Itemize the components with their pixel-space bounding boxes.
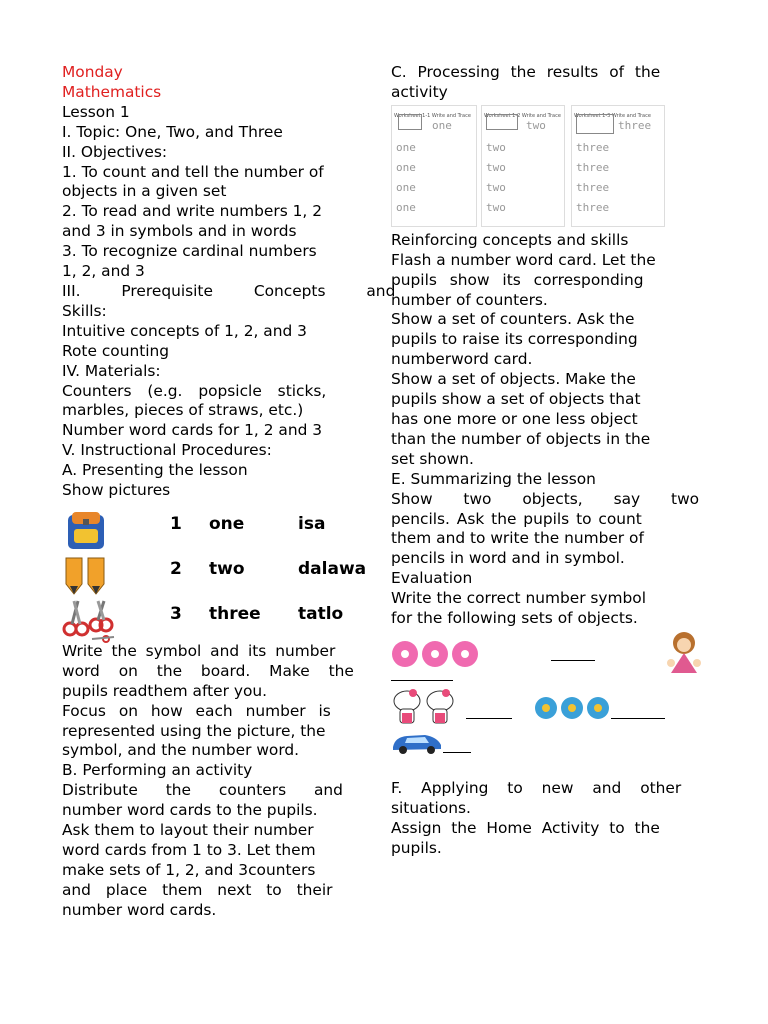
objects-instruction-2: pupils show a set of objects that (391, 390, 641, 409)
objective-1-cont: objects in a given set (62, 182, 227, 201)
objective-1: 1. To count and tell the number of (62, 162, 324, 181)
distribute-instruction-6: and place them next to their (62, 880, 333, 899)
trace-word: one (396, 160, 416, 174)
number-row-1 (62, 507, 377, 552)
section-c-heading: C. Processing the results of the (391, 63, 661, 81)
summarize-instruction-3: them and to write the number of (391, 529, 644, 548)
section-e-heading: E. Summarizing the lesson (391, 469, 596, 488)
worksheet-header: Worksheet 1-2 Write and Trace (484, 112, 561, 119)
filipino-word: tatlo (298, 603, 344, 624)
objective-3-cont: 1, 2, and 3 (62, 262, 145, 281)
scissors-icon (62, 599, 112, 639)
worksheet-header: Worksheet 1-1 Write and Trace (394, 112, 471, 119)
trace-word: three (576, 180, 610, 194)
objects-instruction: Show a set of objects. Make the (391, 370, 636, 389)
number-word: two (209, 558, 245, 579)
section-f-heading-cont: situations. (391, 798, 471, 817)
worksheet-two (481, 105, 565, 227)
objective-2-cont: and 3 in symbols and in words (62, 222, 297, 241)
materials-heading: IV. Materials: (62, 361, 161, 380)
picture-box (398, 114, 422, 130)
summarize-instruction-4: pencils in word and in symbol. (391, 549, 625, 568)
section-f-heading: F. Applying to new and other (391, 778, 682, 797)
trace-word: two (486, 160, 506, 174)
trace-word: one (396, 180, 416, 194)
objective-3: 3. To recognize cardinal numbers (62, 242, 317, 261)
number-row-3 (62, 597, 377, 642)
show-set-instruction-end: numberword card. (391, 350, 533, 369)
assign-instruction-cont: pupils. (391, 838, 442, 857)
worksheet-three (571, 105, 665, 227)
pink-flowers-icon (391, 639, 481, 669)
focus-instruction-cont: represented using the picture, the (62, 721, 326, 740)
write-instruction-end: pupils readthem after you. (62, 681, 268, 700)
objectives-heading: II. Objectives: (62, 142, 168, 161)
counters-material: Counters (e.g. popsicle sticks, (62, 381, 327, 400)
trace-word: two (486, 140, 506, 154)
trace-word: two (526, 118, 546, 132)
answer-blank[interactable] (611, 717, 665, 719)
distribute-instruction-4: word cards from 1 to 3. Let them (62, 841, 316, 859)
section-b-heading: B. Performing an activity (62, 761, 253, 780)
worksheet-thumbnails (391, 105, 706, 229)
objects-instruction-3: has one more or one less object (391, 409, 638, 428)
picture-box (576, 114, 614, 134)
summarize-instruction: Show two objects, say two (391, 489, 700, 508)
write-instruction: Write the symbol and its number (62, 641, 336, 660)
objects-instruction-5: set shown. (391, 449, 474, 468)
trace-word: one (396, 200, 416, 214)
number-row-2 (62, 552, 377, 597)
flash-instruction-cont: pupils show its corresponding (391, 270, 644, 289)
prerequisite-heading: III. Prerequisite Concepts and (62, 281, 396, 300)
summarize-instruction-2: pencils. Ask the pupils to count (391, 509, 642, 528)
filipino-word: isa (298, 513, 326, 534)
kitty-icon (391, 687, 457, 725)
lesson-title: Lesson 1 (62, 102, 130, 121)
focus-instruction: Focus on how each number is (62, 701, 331, 720)
topic: I. Topic: One, Two, and Three (62, 122, 283, 141)
trace-word: three (576, 160, 610, 174)
focus-instruction-end: symbol, and the number word. (62, 741, 300, 760)
worksheet-one (391, 105, 477, 227)
filipino-word: dalawa (298, 558, 367, 579)
trace-word: two (486, 200, 506, 214)
show-pictures: Show pictures (62, 481, 171, 500)
section-c-heading-cont: activity (391, 82, 448, 101)
school-bag-icon (62, 509, 112, 549)
reinforcing-heading: Reinforcing concepts and skills (391, 230, 629, 249)
counters-material-cont: marbles, pieces of straws, etc.) (62, 401, 304, 420)
answer-blank[interactable] (391, 679, 453, 681)
left-column (62, 63, 396, 921)
assign-instruction: Assign the Home Activity to the (391, 818, 660, 837)
intuitive-concepts: Intuitive concepts of 1, 2, and 3 (62, 321, 307, 340)
evaluation-heading: Evaluation (391, 569, 473, 588)
right-column (391, 63, 706, 859)
evaluation-instruction: Write the correct number symbol (391, 589, 646, 608)
distribute-instruction-7: number word cards. (62, 900, 217, 919)
trace-word: three (618, 118, 652, 132)
word-cards-material: Number word cards for 1, 2 and 3 (62, 421, 323, 440)
distribute-instruction-2: number word cards to the pupils. (62, 801, 318, 820)
trace-word: three (576, 140, 610, 154)
day-heading: Monday (62, 63, 123, 81)
answer-blank[interactable] (443, 751, 471, 753)
procedures-heading: V. Instructional Procedures: (62, 441, 272, 460)
write-instruction-cont: word on the board. Make the (62, 661, 354, 680)
number-word: one (209, 513, 245, 534)
worksheet-header: Worksheet 1-3 Write and Trace (574, 112, 651, 119)
pencils-icon (62, 554, 112, 594)
evaluation-items (391, 629, 706, 779)
trace-word: two (486, 180, 506, 194)
rote-counting: Rote counting (62, 341, 170, 360)
prerequisite-heading-cont: Skills: (62, 301, 107, 320)
trace-word: one (432, 118, 452, 132)
number-word: three (209, 603, 261, 624)
distribute-instruction: Distribute the counters and (62, 781, 343, 800)
subject-heading: Mathematics (62, 82, 162, 101)
blue-flowers-icon (534, 695, 610, 721)
flash-instruction: Flash a number word card. Let the (391, 250, 656, 269)
doll-icon (661, 629, 707, 675)
number-symbol: 2 (170, 558, 182, 579)
answer-blank[interactable] (551, 659, 595, 661)
flash-instruction-end: number of counters. (391, 290, 548, 309)
distribute-instruction-3: Ask them to layout their number (62, 821, 314, 840)
show-set-instruction-cont: pupils to raise its corresponding (391, 330, 638, 349)
answer-blank[interactable] (466, 717, 512, 719)
picture-box (486, 114, 518, 130)
trace-word: three (576, 200, 610, 214)
objects-instruction-4: than the number of objects in the (391, 429, 651, 448)
objective-2: 2. To read and write numbers 1, 2 (62, 202, 323, 221)
number-symbol: 3 (170, 603, 182, 624)
show-set-instruction: Show a set of counters. Ask the (391, 310, 635, 329)
number-symbol: 1 (170, 513, 182, 534)
trace-word: one (396, 140, 416, 154)
evaluation-instruction-cont: for the following sets of objects. (391, 609, 638, 628)
distribute-instruction-5: make sets of 1, 2, and 3counters (62, 860, 316, 879)
car-icon (391, 729, 443, 755)
section-a-heading: A. Presenting the lesson (62, 461, 248, 480)
